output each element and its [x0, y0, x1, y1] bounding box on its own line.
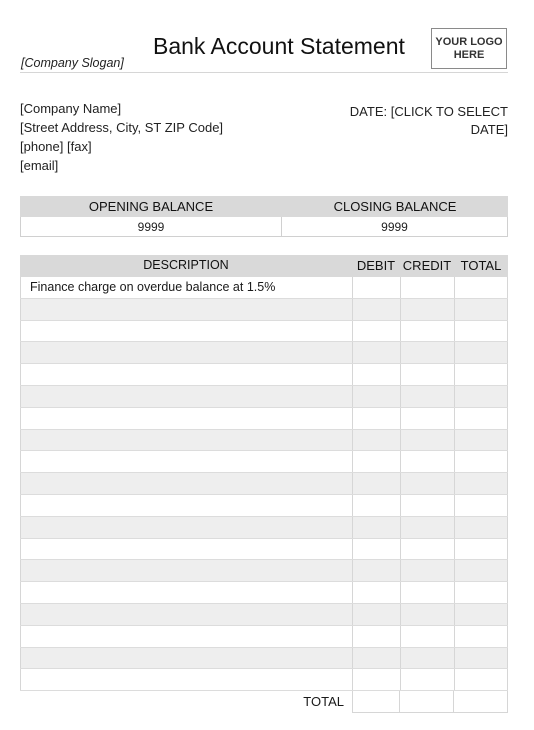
table-row: [20, 430, 508, 452]
company-contact[interactable]: [phone] [fax]: [20, 139, 92, 154]
row-description-cell[interactable]: [20, 582, 352, 603]
row-total-cell[interactable]: [454, 451, 508, 472]
company-slogan[interactable]: [Company Slogan]: [21, 56, 124, 70]
row-description-cell[interactable]: [20, 495, 352, 516]
row-credit-cell[interactable]: [400, 604, 454, 625]
row-total-cell[interactable]: [454, 495, 508, 516]
row-credit-cell[interactable]: [400, 430, 454, 451]
row-total-cell[interactable]: [454, 386, 508, 407]
table-row: [20, 517, 508, 539]
table-total-row: [20, 691, 508, 713]
row-credit-cell[interactable]: [400, 473, 454, 494]
row-credit-cell[interactable]: [400, 648, 454, 669]
row-debit-cell[interactable]: [352, 342, 400, 363]
row-debit-cell[interactable]: [352, 517, 400, 538]
date-field-line2[interactable]: DATE]: [470, 122, 508, 137]
total-total-cell[interactable]: [454, 691, 508, 713]
row-credit-cell[interactable]: [400, 517, 454, 538]
col-total: TOTAL: [460, 258, 502, 273]
row-debit-cell[interactable]: [352, 560, 400, 581]
row-total-cell[interactable]: [454, 517, 508, 538]
closing-balance-value[interactable]: 9999: [282, 217, 508, 237]
row-debit-cell[interactable]: [352, 451, 400, 472]
table-row: [20, 648, 508, 670]
row-debit-cell[interactable]: [352, 626, 400, 647]
total-debit-cell[interactable]: [352, 691, 400, 713]
balance-summary: [20, 196, 508, 237]
row-debit-cell[interactable]: [352, 408, 400, 429]
table-row: [20, 299, 508, 321]
company-email[interactable]: [email]: [20, 158, 59, 173]
row-total-cell[interactable]: [454, 582, 508, 603]
logo-text-line2: HERE: [453, 48, 485, 61]
row-credit-cell[interactable]: [400, 451, 454, 472]
table-row: [20, 473, 508, 495]
row-total-cell[interactable]: [454, 430, 508, 451]
row-total-cell[interactable]: [454, 669, 508, 690]
row-credit-cell[interactable]: [400, 299, 454, 320]
row-total-cell[interactable]: [454, 560, 508, 581]
row-debit-cell[interactable]: [352, 430, 400, 451]
logo-placeholder[interactable]: [431, 28, 507, 69]
row-debit-cell[interactable]: [352, 321, 400, 342]
table-row: [20, 364, 508, 386]
col-description: DESCRIPTION: [143, 258, 229, 272]
row-credit-cell[interactable]: [400, 342, 454, 363]
table-row: [20, 277, 508, 299]
row-total-cell[interactable]: [454, 277, 508, 298]
page-title: Bank Account Statement: [153, 33, 405, 59]
table-body: [20, 277, 508, 691]
row-total-cell[interactable]: [454, 364, 508, 385]
row-total-cell[interactable]: [454, 626, 508, 647]
table-row: [20, 495, 508, 517]
row-total-cell[interactable]: [454, 648, 508, 669]
row-description-cell[interactable]: [20, 408, 352, 429]
row-description-cell[interactable]: [20, 560, 352, 581]
table-row: [20, 669, 508, 691]
row-description-cell[interactable]: [20, 539, 352, 560]
row-description-cell[interactable]: [20, 517, 352, 538]
row-credit-cell[interactable]: [400, 626, 454, 647]
row-description-cell[interactable]: [20, 430, 352, 451]
date-field-line1[interactable]: DATE: [CLICK TO SELECT: [349, 104, 508, 119]
row-debit-cell[interactable]: [352, 604, 400, 625]
row-credit-cell[interactable]: [400, 277, 454, 298]
row-description-cell[interactable]: [20, 299, 352, 320]
table-row: [20, 342, 508, 364]
company-address[interactable]: [Street Address, City, ST ZIP Code]: [20, 120, 224, 135]
table-row: [20, 408, 508, 430]
row-total-cell[interactable]: [454, 604, 508, 625]
row-debit-cell[interactable]: [352, 386, 400, 407]
row-credit-cell[interactable]: [400, 495, 454, 516]
table-row: [20, 386, 508, 408]
row-debit-cell[interactable]: [352, 277, 400, 298]
row-debit-cell[interactable]: [352, 539, 400, 560]
row-total-cell[interactable]: [454, 473, 508, 494]
table-row: [20, 560, 508, 582]
row-debit-cell[interactable]: [352, 669, 400, 690]
total-credit-cell[interactable]: [400, 691, 454, 713]
row-total-cell[interactable]: [454, 342, 508, 363]
opening-balance-value[interactable]: 9999: [20, 217, 282, 237]
row-credit-cell[interactable]: [400, 560, 454, 581]
row-debit-cell[interactable]: [352, 582, 400, 603]
closing-balance-label: CLOSING BALANCE: [282, 196, 508, 217]
row-description-cell[interactable]: Finance charge on overdue balance at 1.5%: [20, 277, 352, 298]
row-description-cell[interactable]: [20, 364, 352, 385]
row-description-cell[interactable]: [20, 648, 352, 669]
table-row: [20, 626, 508, 648]
row-credit-cell[interactable]: [400, 321, 454, 342]
col-debit: DEBIT: [356, 258, 396, 273]
row-credit-cell[interactable]: [400, 582, 454, 603]
row-total-cell[interactable]: [454, 539, 508, 560]
row-description-cell[interactable]: [20, 321, 352, 342]
row-total-cell[interactable]: [454, 299, 508, 320]
row-debit-cell[interactable]: [352, 364, 400, 385]
row-debit-cell[interactable]: [352, 648, 400, 669]
row-description-cell[interactable]: [20, 342, 352, 363]
row-credit-cell[interactable]: [400, 408, 454, 429]
row-description-cell[interactable]: [20, 451, 352, 472]
row-description-cell[interactable]: [20, 386, 352, 407]
logo-text-line1: YOUR LOGO: [435, 35, 503, 48]
table-row: [20, 604, 508, 626]
header-divider: [20, 72, 508, 73]
table-row: [20, 539, 508, 561]
row-description-cell[interactable]: [20, 473, 352, 494]
table-row: [20, 451, 508, 473]
table-header: [20, 255, 508, 277]
row-total-cell[interactable]: [454, 408, 508, 429]
total-label: TOTAL: [303, 694, 344, 710]
row-total-cell[interactable]: [454, 321, 508, 342]
col-credit: CREDIT: [402, 258, 452, 273]
row-credit-cell[interactable]: [400, 539, 454, 560]
row-description-cell[interactable]: [20, 669, 352, 690]
row-debit-cell[interactable]: [352, 495, 400, 516]
transactions-table: [20, 255, 508, 713]
row-credit-cell[interactable]: [400, 669, 454, 690]
row-credit-cell[interactable]: [400, 386, 454, 407]
row-debit-cell[interactable]: [352, 299, 400, 320]
row-debit-cell[interactable]: [352, 473, 400, 494]
table-row: [20, 582, 508, 604]
table-row: [20, 321, 508, 343]
row-description-cell[interactable]: [20, 626, 352, 647]
opening-balance-label: OPENING BALANCE: [20, 196, 282, 217]
row-description-cell[interactable]: [20, 604, 352, 625]
company-name[interactable]: [Company Name]: [20, 101, 122, 116]
row-credit-cell[interactable]: [400, 364, 454, 385]
